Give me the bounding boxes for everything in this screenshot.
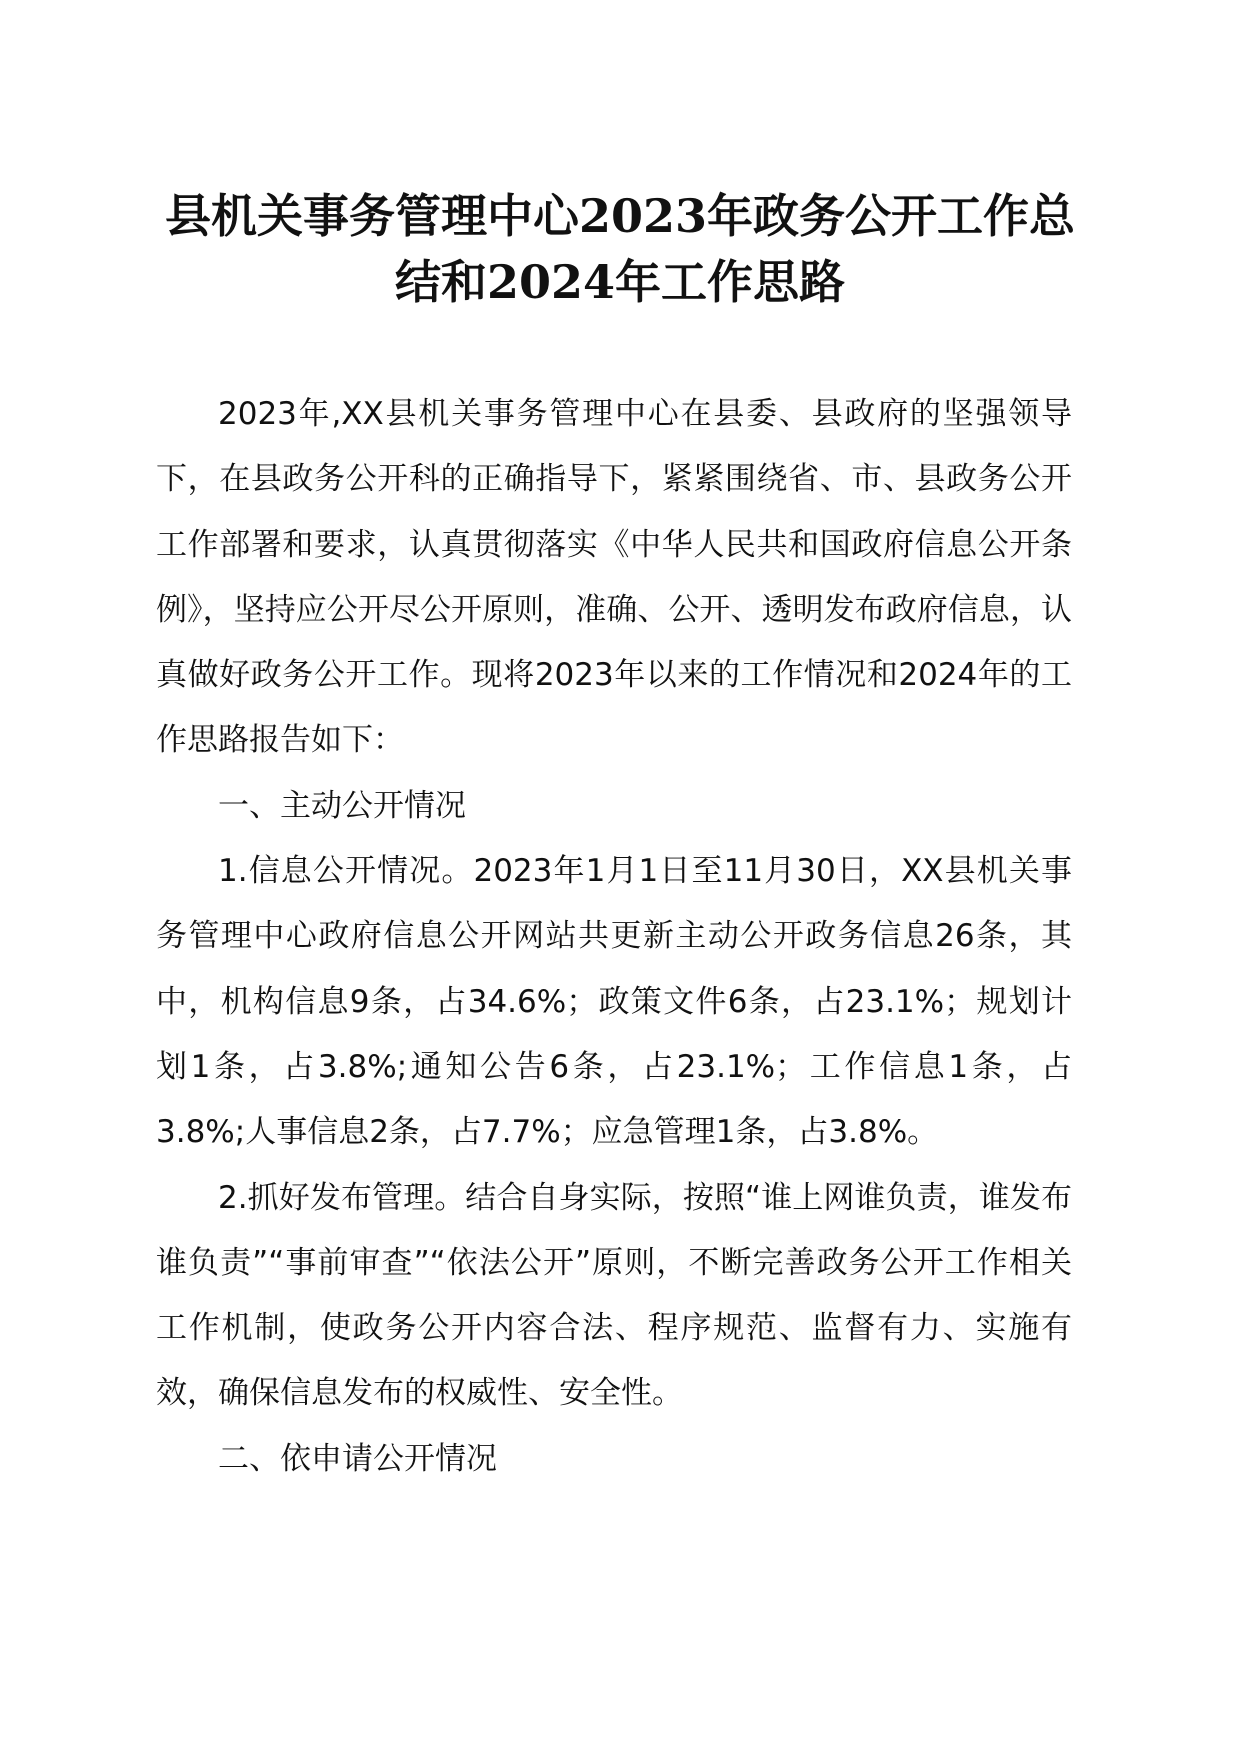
document-title-line-2: 结和2024年工作思路 [394, 255, 846, 309]
document-body [156, 382, 1072, 1492]
section-heading-proactive-disclosure: 一、主动公开情况 [218, 787, 466, 824]
section-heading-application-disclosure: 二、依申请公开情况 [218, 1440, 497, 1477]
paragraph-release-management: 2.抓好发布管理。结合自身实际，按照“谁上网谁负责，谁发布谁负责”“事前审查”“依法公开”原则，不断完善政务公开工作相关工作机制，使政务公开内容合法、程序规范、监督有力、实施有效，确保信息发布的权威性、安全性。 [156, 1179, 1072, 1412]
document-title-line-1: 县机关事务管理中心2023年政务公开工作总 [164, 189, 1076, 243]
intro-paragraph: 2023年,XX县机关事务管理中心在县委、县政府的坚强领导下，在县政务公开科的正确指导下，紧紧围绕省、市、县政务公开工作部署和要求，认真贯彻落实《中华人民共和国政府信息公开条例》，坚持应公开尽公开原则，准确、公开、透明发布政府信息，认真做好政务公开工作。现将2023年以来的工作情况和2024年的工作思路报告如下： [156, 396, 1072, 759]
paragraph-information-disclosure: 1.信息公开情况。2023年1月1日至11月30日，XX县机关事务管理中心政府信息公开网站共更新主动公开政务信息26条，其中，机构信息9条，占34.6%；政策文件6条，占23.1%；规划计划1条，占3.8%;通知公告6条，占23.1%；工作信息1条，占3.8%;人事信息2条，占7.7%；应急管理1条，占3.8%。 [156, 853, 1072, 1151]
